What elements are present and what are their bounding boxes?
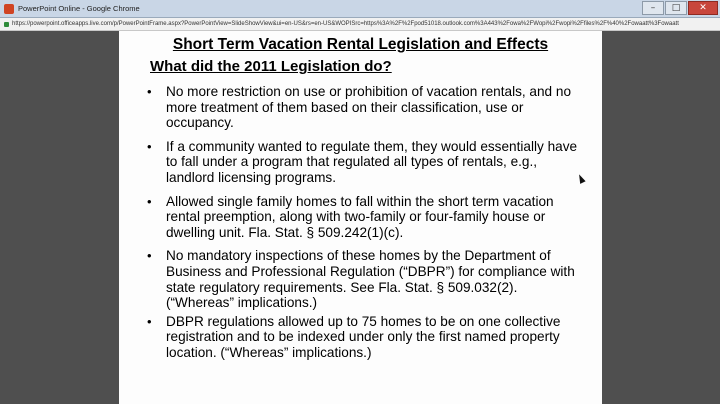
bullet-dot: • <box>147 138 152 154</box>
bullet-list <box>119 84 602 361</box>
slideshow-viewport[interactable] <box>0 31 720 404</box>
bullet-item <box>147 248 582 311</box>
slide-title: Short Term Vacation Rental Legislation and Effects <box>172 36 549 53</box>
bullet-dot: • <box>147 84 152 99</box>
bullet-dot: • <box>147 313 152 329</box>
powerpoint-icon <box>4 4 14 14</box>
address-bar[interactable] <box>0 18 720 31</box>
bullet-text: No mandatory inspections of these homes by the Department of Business and Professional Regulation (“DBPR”) for compliance with state regulatory requirements. See Fla. Stat. § 509.032(2). (“Whereas” implications.) <box>166 248 575 311</box>
bullet-text: DBPR regulations allowed up to 75 homes to be on one collective registration and to be indexed under only the first named property location. (“Whereas” implications.) <box>166 313 561 360</box>
slide-subtitle: What did the 2011 Legislation do? <box>150 58 392 75</box>
window-title: PowerPoint Online - Google Chrome <box>18 4 140 13</box>
bullet-item <box>147 313 582 361</box>
bullet-dot: • <box>147 193 152 209</box>
lock-icon <box>4 22 9 27</box>
bullet-dot: • <box>147 248 152 264</box>
window-titlebar[interactable] <box>0 0 720 18</box>
bullet-text: Allowed single family homes to fall within the short term vacation rental preemption, along with two-family or four-family house or dwelling unit. Fla. Stat. § 509.242(1)(c). <box>166 193 554 240</box>
window-controls <box>642 1 718 15</box>
bullet-text: No more restriction on use or prohibition of vacation rentals, and no more treatment of them based on their classification, use or occupancy. <box>166 84 572 131</box>
bullet-item <box>147 138 582 186</box>
bullet-item <box>147 84 582 131</box>
bullet-item <box>147 193 582 241</box>
url-text[interactable]: https://powerpoint.officeapps.live.com/p/PowerPointFrame.aspx?PowerPointView=SlideShowView&ui=en-US&rs=en-US&WOPISrc=https%3A%2F%2Fpod51018.outlook.com%3A443%2Fowa%2FWopi%2Fwopi%2Ffiles%2F%40%2Fowaatt%3Fowaatt <box>12 21 679 27</box>
close-button[interactable]: ✕ <box>688 1 718 15</box>
maximize-button[interactable]: □ <box>665 1 687 15</box>
bullet-text: If a community wanted to regulate them, they would essentially have to fall under a program that regulated all types of rentals, e.g., landlord licensing programs. <box>166 138 578 185</box>
slide[interactable] <box>119 31 602 404</box>
minimize-button[interactable]: – <box>642 1 664 15</box>
